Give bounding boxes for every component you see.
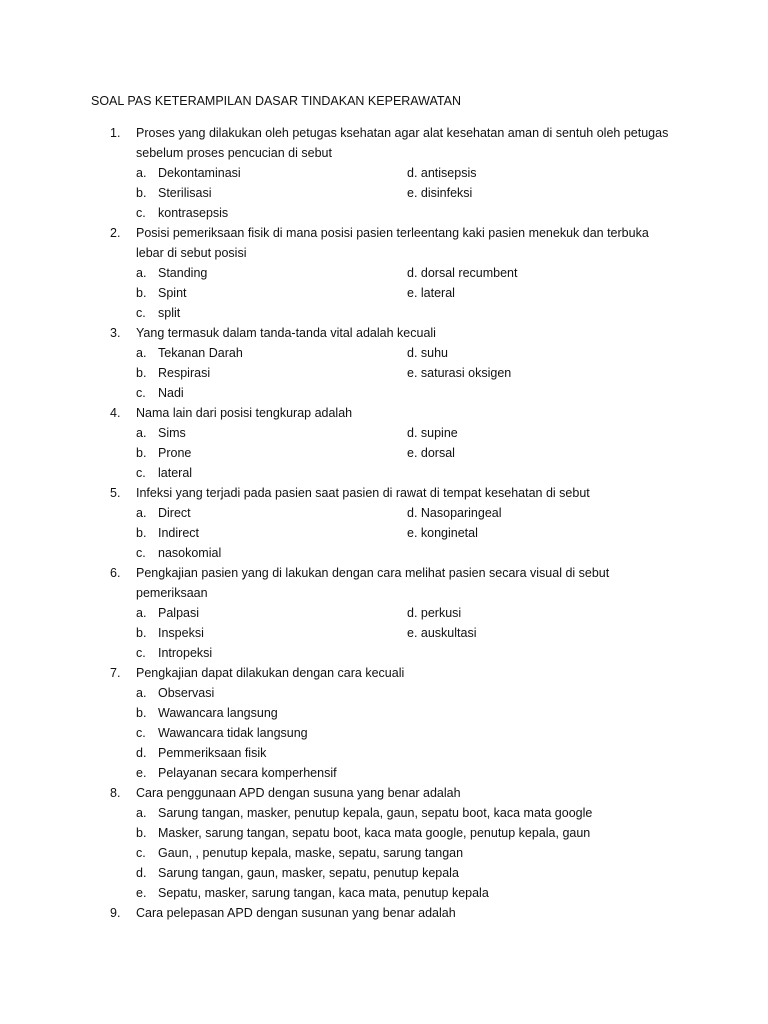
question-text: lebar di sebut posisi [136, 246, 247, 260]
answer-option-row [0, 203, 768, 223]
question-number: 9. [110, 906, 121, 920]
option-text: Standing [158, 266, 208, 280]
option-letter: c. [136, 206, 146, 220]
answer-option-row [0, 863, 768, 883]
answer-option-row [0, 183, 768, 203]
option-letter: a. [136, 606, 147, 620]
answer-option-row [0, 883, 768, 903]
question-number: 3. [110, 326, 121, 340]
option-letter: a. [136, 506, 147, 520]
question-number: 2. [110, 226, 121, 240]
answer-option-row [0, 283, 768, 303]
option-text-right: d. Nasoparingeal [407, 506, 502, 520]
answer-option-row [0, 343, 768, 363]
option-text: kontrasepsis [158, 206, 229, 220]
question-8 [0, 783, 768, 903]
option-text: split [158, 306, 181, 320]
answer-option-row [0, 643, 768, 663]
option-letter: a. [136, 266, 147, 280]
answer-option-row [0, 503, 768, 523]
answer-option-row [0, 303, 768, 323]
option-text-right: d. antisepsis [407, 166, 477, 180]
question-line [0, 223, 768, 243]
option-letter: b. [136, 446, 147, 460]
option-letter: b. [136, 366, 147, 380]
option-text-right: e. dorsal [407, 446, 455, 460]
question-text: Yang termasuk dalam tanda-tanda vital adalah kecuali [136, 326, 436, 340]
option-text: Nadi [158, 386, 184, 400]
option-letter: b. [136, 186, 147, 200]
option-letter: c. [136, 546, 146, 560]
option-letter: c. [136, 646, 146, 660]
answer-option-row [0, 463, 768, 483]
option-text: Masker, sarung tangan, sepatu boot, kaca mata google, penutup kepala, gaun [158, 826, 591, 840]
option-text-right: e. disinfeksi [407, 186, 473, 200]
question-5 [0, 483, 768, 563]
option-text: Observasi [158, 686, 215, 700]
option-letter: a. [136, 686, 147, 700]
question-text: Cara penggunaan APD dengan susuna yang benar adalah [136, 786, 461, 800]
answer-option-row [0, 723, 768, 743]
question-line [0, 783, 768, 803]
option-letter: e. [136, 886, 147, 900]
option-text: Dekontaminasi [158, 166, 241, 180]
option-letter: a. [136, 426, 147, 440]
answer-option-row [0, 683, 768, 703]
answer-option-row [0, 603, 768, 623]
question-text: Nama lain dari posisi tengkurap adalah [136, 406, 353, 420]
answer-option-row [0, 843, 768, 863]
option-text: nasokomial [158, 546, 222, 560]
option-letter: a. [136, 806, 147, 820]
answer-option-row [0, 743, 768, 763]
option-text: Pemmeriksaan fisik [158, 746, 267, 760]
question-line [0, 123, 768, 143]
answer-option-row [0, 763, 768, 783]
option-text: Inspeksi [158, 626, 204, 640]
option-text: Intropeksi [158, 646, 213, 660]
option-letter: a. [136, 166, 147, 180]
option-text: Indirect [158, 526, 199, 540]
option-text: Wawancara langsung [158, 706, 278, 720]
answer-option-row [0, 523, 768, 543]
question-line [0, 583, 768, 603]
question-text: Cara pelepasan APD dengan susunan yang benar adalah [136, 906, 456, 920]
option-text-right: e. lateral [407, 286, 455, 300]
question-line [0, 563, 768, 583]
question-line [0, 483, 768, 503]
option-letter: c. [136, 466, 146, 480]
question-3 [0, 323, 768, 403]
option-text: Sepatu, masker, sarung tangan, kaca mata, penutup kepala [158, 886, 489, 900]
option-text: Respirasi [158, 366, 211, 380]
answer-option-row [0, 363, 768, 383]
option-letter: d. [136, 866, 147, 880]
option-text: Gaun, , penutup kepala, maske, sepatu, sarung tangan [158, 846, 464, 860]
question-line [0, 663, 768, 683]
question-line [0, 903, 768, 923]
option-letter: b. [136, 286, 147, 300]
option-text: Sterilisasi [158, 186, 212, 200]
question-text: sebelum proses pencucian di sebut [136, 146, 332, 160]
option-text: Pelayanan secara komperhensif [158, 766, 337, 780]
option-letter: c. [136, 386, 146, 400]
answer-option-row [0, 623, 768, 643]
option-letter: c. [136, 306, 146, 320]
option-text-right: e. konginetal [407, 526, 478, 540]
question-text: Infeksi yang terjadi pada pasien saat pasien di rawat di tempat kesehatan di sebut [136, 486, 590, 500]
option-letter: c. [136, 726, 146, 740]
question-number: 7. [110, 666, 121, 680]
option-text-right: e. saturasi oksigen [407, 366, 512, 380]
question-text: Pengkajian dapat dilakukan dengan cara kecuali [136, 666, 405, 680]
option-text-right: d. perkusi [407, 606, 462, 620]
option-letter: c. [136, 846, 146, 860]
answer-option-row [0, 443, 768, 463]
question-2 [0, 223, 768, 323]
option-text: Sarung tangan, gaun, masker, sepatu, penutup kepala [158, 866, 459, 880]
option-text: Direct [158, 506, 191, 520]
question-number: 5. [110, 486, 121, 500]
option-text: Spint [158, 286, 187, 300]
option-letter: e. [136, 766, 147, 780]
question-text: Posisi pemeriksaan fisik di mana posisi pasien terleentang kaki pasien menekuk dan terbuka [136, 226, 649, 240]
option-text: Prone [158, 446, 192, 460]
option-text: Sarung tangan, masker, penutup kepala, gaun, sepatu boot, kaca mata google [158, 806, 593, 820]
option-text-right: d. dorsal recumbent [407, 266, 518, 280]
question-1 [0, 123, 768, 223]
answer-option-row [0, 823, 768, 843]
option-letter: b. [136, 526, 147, 540]
question-list [0, 123, 768, 923]
answer-option-row [0, 803, 768, 823]
question-6 [0, 563, 768, 663]
question-7 [0, 663, 768, 783]
question-number: 1. [110, 126, 121, 140]
option-text: Palpasi [158, 606, 199, 620]
question-line [0, 243, 768, 263]
document-title: SOAL PAS KETERAMPILAN DASAR TINDAKAN KEPERAWATAN [91, 94, 461, 108]
answer-option-row [0, 543, 768, 563]
option-text-right: d. suhu [407, 346, 449, 360]
question-text: Pengkajian pasien yang di lakukan dengan cara melihat pasien secara visual di sebut [136, 566, 610, 580]
option-letter: a. [136, 346, 147, 360]
option-letter: b. [136, 626, 147, 640]
question-9 [0, 903, 768, 923]
answer-option-row [0, 703, 768, 723]
question-line [0, 403, 768, 423]
question-number: 4. [110, 406, 121, 420]
question-line [0, 323, 768, 343]
option-letter: b. [136, 826, 147, 840]
answer-option-row [0, 383, 768, 403]
option-text: Tekanan Darah [158, 346, 243, 360]
question-4 [0, 403, 768, 483]
question-text: pemeriksaan [136, 586, 208, 600]
answer-option-row [0, 163, 768, 183]
option-text: Wawancara tidak langsung [158, 726, 308, 740]
option-letter: d. [136, 746, 147, 760]
answer-option-row [0, 263, 768, 283]
option-text: Sims [158, 426, 186, 440]
option-text: lateral [158, 466, 193, 480]
question-number: 6. [110, 566, 121, 580]
option-letter: b. [136, 706, 147, 720]
option-text-right: d. supine [407, 426, 458, 440]
question-text: Proses yang dilakukan oleh petugas ksehatan agar alat kesehatan aman di sentuh oleh petugas [136, 126, 669, 140]
option-text-right: e. auskultasi [407, 626, 477, 640]
question-number: 8. [110, 786, 121, 800]
answer-option-row [0, 423, 768, 443]
question-line [0, 143, 768, 163]
